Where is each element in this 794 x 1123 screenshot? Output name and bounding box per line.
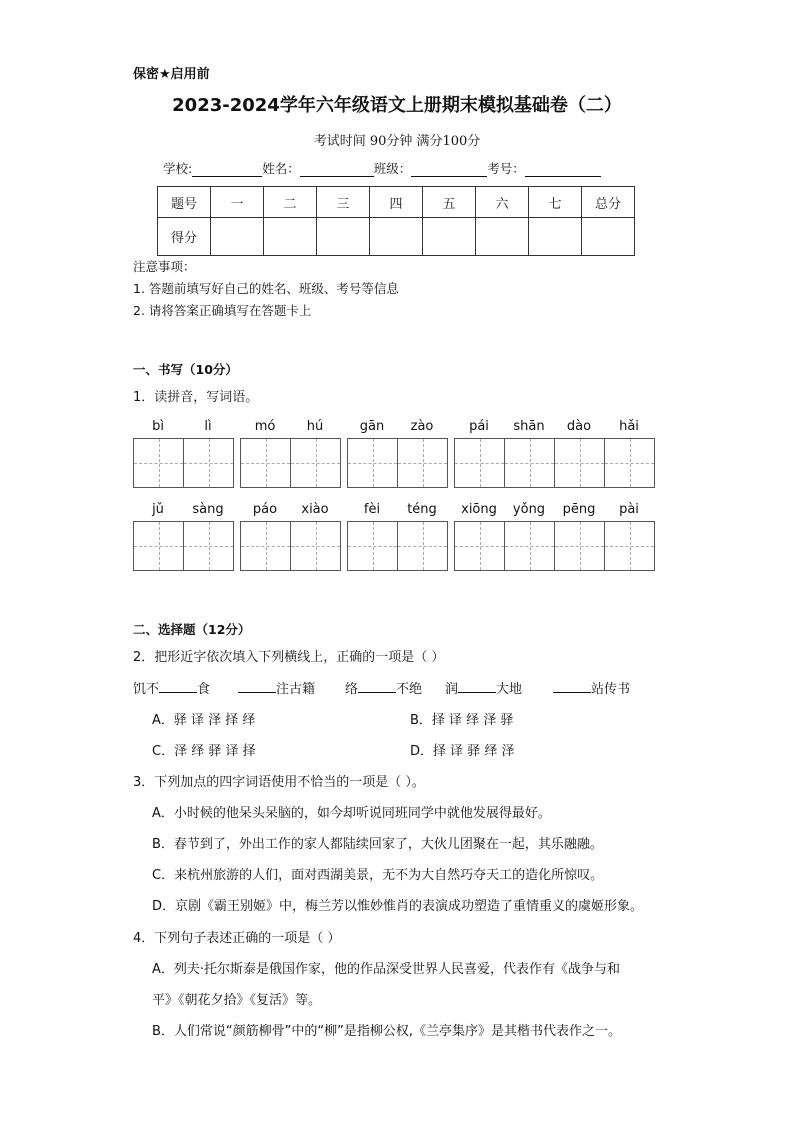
- confidential-label: 保密★启用前: [133, 67, 210, 82]
- q4-option-b[interactable]: B．人们常说“颜筋柳骨”中的“柳”是指柳公权,《兰亭集序》是其楷书代表作之一。: [152, 1024, 621, 1039]
- pinyin-syllable: pēng: [562, 502, 596, 517]
- score-header-cell: 一: [211, 187, 264, 218]
- q3-option-d[interactable]: D．京剧《霸王别姬》中，梅兰芳以惟妙惟肖的表演成功塑造了重情重义的虞姬形象。: [152, 899, 644, 914]
- score-header-cell: 二: [264, 187, 317, 218]
- pinyin-syllable: hú: [306, 419, 324, 434]
- pinyin-syllable: jǔ: [152, 502, 164, 517]
- score-cell[interactable]: [370, 218, 423, 256]
- score-cell[interactable]: [423, 218, 476, 256]
- name-field[interactable]: [300, 162, 374, 177]
- q2-blank-phrase: 注古籍: [238, 678, 345, 697]
- section2-title: 二、选择题（12分）: [133, 622, 251, 637]
- score-cell[interactable]: [476, 218, 529, 256]
- score-header-cell: 七: [529, 187, 582, 218]
- writing-box[interactable]: [348, 439, 398, 487]
- writing-box[interactable]: [134, 439, 184, 487]
- pinyin-word-group: [240, 416, 341, 488]
- school-label: 学校:: [163, 161, 193, 176]
- score-header-cell: 六: [476, 187, 529, 218]
- writing-box[interactable]: [455, 439, 505, 487]
- pinyin-word-group: [454, 416, 655, 488]
- pinyin-syllable: xiào: [301, 502, 329, 517]
- score-cell[interactable]: [582, 218, 635, 256]
- pinyin-syllable: pái: [469, 419, 489, 434]
- student-info-line: [163, 159, 601, 177]
- writing-box[interactable]: [241, 522, 291, 570]
- writing-box[interactable]: [398, 439, 447, 487]
- q2-stem: 2．把形近字依次填入下列横线上，正确的一项是（ ）: [133, 650, 445, 665]
- q2-blank-phrase: 饥不 食: [133, 678, 238, 697]
- writing-box[interactable]: [605, 439, 654, 487]
- q4-stem: 4．下列句子表述正确的一项是（ ）: [133, 931, 341, 946]
- exam-title: 2023-2024学年六年级语文上册期末模拟基础卷（二）: [172, 95, 622, 116]
- score-cell[interactable]: [529, 218, 582, 256]
- pinyin-syllable: sàng: [192, 502, 224, 517]
- q3-option-b[interactable]: B．春节到了，外出工作的家人都陆续回家了，大伙儿团聚在一起，其乐融融。: [152, 837, 603, 852]
- q4-option-a[interactable]: A．列夫·托尔斯泰是俄国作家，他的作品深受世界人民喜爱，代表作有《战争与和: [152, 962, 621, 977]
- school-field[interactable]: [192, 162, 262, 177]
- score-cell[interactable]: [264, 218, 317, 256]
- q2-option-b[interactable]: B．择 译 绎 泽 驿: [410, 713, 514, 728]
- writing-box[interactable]: [555, 439, 605, 487]
- q2-blank-phrase: 络 不绝: [345, 678, 445, 697]
- pinyin-syllable: mó: [254, 419, 276, 434]
- score-header-cell: 三: [317, 187, 370, 218]
- notes-item: 2. 请将答案正确填写在答题卡上: [133, 303, 312, 318]
- q3-option-a[interactable]: A．小时候的他呆头呆脑的，如今却听说同班同学中就他发展得最好。: [152, 806, 551, 821]
- exam-number-field[interactable]: [525, 162, 601, 177]
- pinyin-syllable: xiōng: [461, 502, 497, 517]
- score-header-cell: 总分: [582, 187, 635, 218]
- notes-item: 1. 答题前填写好自己的姓名、班级、考号等信息: [133, 281, 399, 296]
- exam-subtitle: 考试时间 90分钟 满分100分: [313, 134, 481, 149]
- pinyin-word-group: [133, 416, 234, 488]
- q4-option-a-cont[interactable]: 平》《朝花夕拾》《复活》等。: [152, 993, 322, 1008]
- class-label: 班级：: [373, 161, 412, 176]
- score-cell[interactable]: [317, 218, 370, 256]
- q2-option-d[interactable]: D．择 译 驿 绎 泽: [410, 744, 515, 759]
- pinyin-word-group: [347, 416, 448, 488]
- pinyin-syllable: dào: [566, 419, 592, 434]
- score-header-cell: 四: [370, 187, 423, 218]
- notes-block: [133, 256, 399, 322]
- name-label: 姓名：: [262, 161, 300, 176]
- pinyin-word-group: [240, 499, 341, 571]
- q1-stem: 1．读拼音，写词语。: [133, 390, 259, 405]
- pinyin-syllable: pài: [619, 502, 639, 517]
- pinyin-syllable: téng: [407, 502, 437, 517]
- score-table: [157, 186, 635, 256]
- writing-box[interactable]: [348, 522, 398, 570]
- pinyin-word-group: [133, 499, 234, 571]
- q2-option-c[interactable]: C．泽 绎 驿 译 择: [152, 744, 256, 759]
- q2-option-a[interactable]: A．驿 译 泽 择 绎: [152, 713, 256, 728]
- notes-title: 注意事项：: [133, 259, 196, 274]
- writing-box[interactable]: [555, 522, 605, 570]
- score-header-cell: 五: [423, 187, 476, 218]
- writing-box[interactable]: [505, 439, 555, 487]
- writing-box[interactable]: [291, 439, 340, 487]
- writing-box[interactable]: [184, 522, 233, 570]
- section1-title: 一、书写（10分）: [133, 362, 238, 377]
- writing-box[interactable]: [134, 522, 184, 570]
- pinyin-syllable: gān: [359, 419, 385, 434]
- writing-box[interactable]: [455, 522, 505, 570]
- pinyin-syllable: shān: [513, 419, 545, 434]
- pinyin-syllable: fèi: [363, 502, 381, 517]
- writing-box[interactable]: [241, 439, 291, 487]
- score-row-label: 得分: [158, 218, 211, 256]
- pinyin-syllable: páo: [252, 502, 278, 517]
- q3-option-c[interactable]: C．来杭州旅游的人们，面对西湖美景，无不为大自然巧夺天工的造化所惊叹。: [152, 868, 604, 883]
- pinyin-syllable: zào: [410, 419, 434, 434]
- pinyin-syllable: bì: [152, 419, 164, 434]
- pinyin-syllable: hǎi: [619, 419, 639, 434]
- writing-box[interactable]: [398, 522, 447, 570]
- writing-box[interactable]: [505, 522, 555, 570]
- q3-stem: 3．下列加点的四字词语使用不恰当的一项是（ ）。: [133, 775, 425, 790]
- score-header-cell: 题号: [158, 187, 211, 218]
- pinyin-word-group: [347, 499, 448, 571]
- writing-box[interactable]: [184, 439, 233, 487]
- pinyin-syllable: yǒng: [512, 502, 546, 517]
- q2-blanks-line: [133, 678, 630, 697]
- pinyin-word-group: [454, 499, 655, 571]
- score-cell[interactable]: [211, 218, 264, 256]
- class-field[interactable]: [411, 162, 487, 177]
- q2-blank-phrase: 站传书: [553, 678, 630, 697]
- writing-box[interactable]: [291, 522, 340, 570]
- writing-box[interactable]: [605, 522, 654, 570]
- q2-blank-phrase: 润 大地: [445, 678, 553, 697]
- exam-number-label: 考号：: [487, 161, 525, 176]
- pinyin-syllable: lì: [204, 419, 212, 434]
